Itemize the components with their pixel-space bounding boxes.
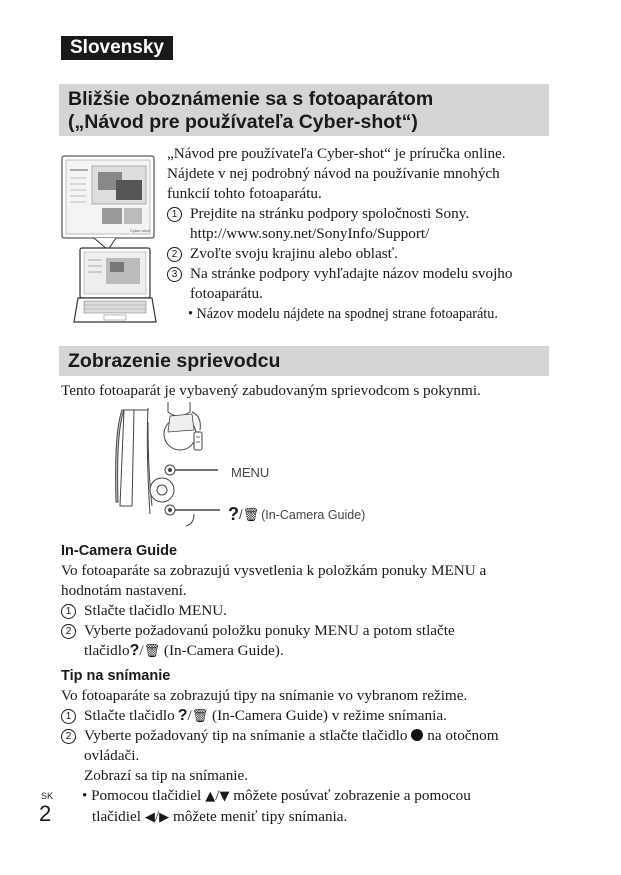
support-url: http://www.sony.net/SonyInfo/Support/ [190,225,430,242]
left-arrow-icon: ◀ [144,810,155,825]
model-name-note: • Názov modelu nájdete na spodnej strane fotoaparátu. [188,306,498,322]
guide-step-1 [61,601,227,621]
guide-button-label: ?/🗑 (In-Camera Guide) [228,504,366,524]
step-text: Zvoľte svoju krajinu alebo oblasť. [190,245,398,262]
guide-intro: Tento fotoaparát je vybavený zabudovaným sprievodcom s pokynmi. [61,382,481,399]
step-number: 1 [61,709,76,724]
guide-label-text: (In-Camera Guide) [261,508,366,522]
language-code: SK [41,791,54,801]
step-text: Stlačte tlačidlo [84,707,175,724]
step-number: 2 [167,247,182,262]
question-mark-icon: ? [177,707,188,724]
step-text: Na stránke podpory vyhľadajte názov modelu svojho [190,265,513,282]
step-number: 3 [167,267,182,282]
step-3 [167,264,513,304]
text-line: hodnotám nastavení. [61,582,187,599]
shooting-tip-heading: Tip na snímanie [61,668,171,684]
section-title-line1: Bližšie oboznámenie sa s fotoaparátom [68,88,434,110]
question-mark-icon: ? [228,504,239,524]
callout-page-label: Cyber-shot [130,228,150,233]
intro-line: funkcií tohto fotoaparátu. [167,185,322,202]
step-number: 1 [167,207,182,222]
section-title-line2: („Návod pre používateľa Cyber-shot“) [68,111,418,133]
note-text: môžete meniť tipy snímania. [169,808,348,825]
right-arrow-icon: ▶ [159,810,170,825]
step-text: ovládači. [84,747,140,764]
result-text: Zobrazí sa tip na snímanie. [84,767,249,784]
intro-line: „Návod pre používateľa Cyber-shot“ je príručka online. [167,145,506,162]
page-number: 2 [39,801,52,826]
question-mark-icon: ? [129,642,140,659]
step-text: (In-Camera Guide) v režime snímania. [208,707,447,724]
trash-icon: 🗑 [242,508,260,523]
trash-icon: 🗑 [191,709,209,724]
shooting-tip-text: Vo fotoaparáte sa zobrazujú tipy na snímanie vo vybranom režime. [61,687,468,704]
section-header-camera-guide [59,84,549,136]
guide-step-2: 2 Vyberte požadovanú položku ponuky MENU a potom stlačte tlačidlo?/🗑 (In-Camera Guide). [61,621,455,662]
laptop-illustration [58,150,158,330]
step-text: (In-Camera Guide). [160,642,284,659]
tip-step-2 [61,726,499,786]
step-text: na otočnom [423,727,499,744]
step-text: Vyberte požadovanú položku ponuky MENU a potom stlačte [84,622,455,639]
trash-icon: 🗑 [143,644,161,659]
center-button-icon [411,729,423,741]
step-number: 1 [61,604,76,619]
down-arrow-icon: ▼ [219,789,230,804]
language-tab: Slovensky [61,36,173,60]
step-number: 2 [61,624,76,639]
step-text: Vyberte požadovaný tip na snímanie a stlačte tlačidlo [84,727,408,744]
step-number: 2 [61,729,76,744]
section-header-guide-display: Zobrazenie sprievodcu [59,346,549,376]
step-text: tlačidlo [84,642,130,659]
in-camera-guide-text [61,561,486,601]
menu-button-label: MENU [231,465,270,480]
text-line: Vo fotoaparáte sa zobrazujú vysvetlenia k položkám ponuky MENU a [61,562,487,579]
intro-line: Nájdete v nej podrobný návod na používanie mnohých [167,165,500,182]
in-camera-guide-heading: In-Camera Guide [61,543,178,559]
navigation-note: • Pomocou tlačidiel ▲/▼ môžete posúvať zobrazenie a pomocou tlačidiel ◀/▶ môžete meniť tipy snímania. [82,787,471,825]
note-text: • Pomocou tlačidiel [82,787,202,804]
step-1 [167,204,469,244]
step-2 [167,244,398,264]
note-text: tlačidiel [92,808,141,825]
intro-paragraph [167,144,506,204]
tip-step-1: 1 Stlačte tlačidlo ?/🗑 (In-Camera Guide) v režime snímania. [61,706,447,727]
step-text: fotoaparátu. [190,285,263,302]
step-text: Prejdite na stránku podpory spoločnosti Sony. [190,205,470,222]
up-arrow-icon: ▲ [205,789,216,804]
note-text: môžete posúvať zobrazenie a pomocou [229,787,471,804]
step-text: Stlačte tlačidlo MENU. [84,602,227,619]
